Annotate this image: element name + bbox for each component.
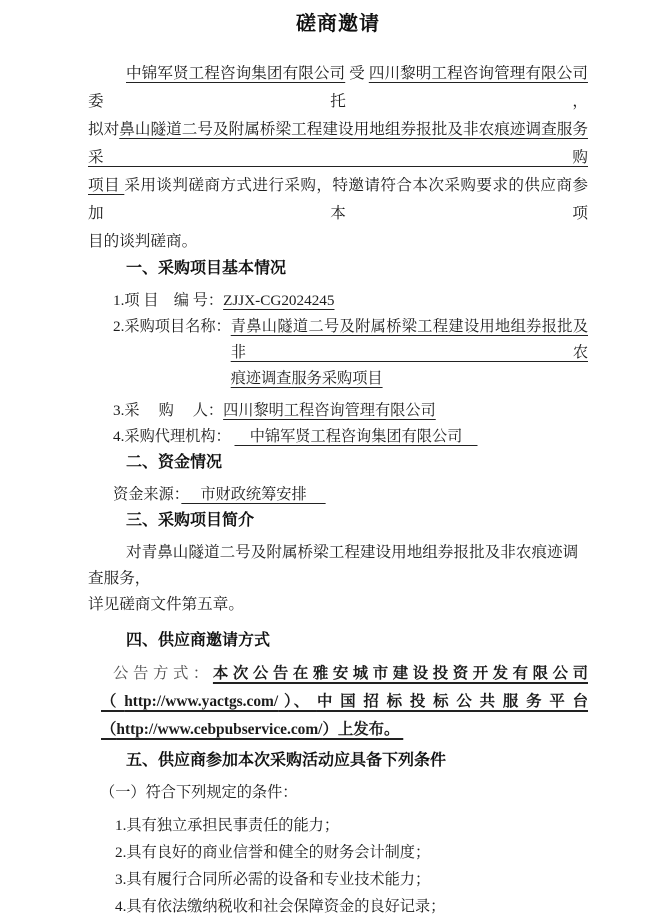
announcement-block [88,660,588,744]
section1-heading: 一、采购项目基本情况 [126,260,287,277]
project-name-value-line1: 青鼻山隧道二号及附属桥梁工程建设用地组券报批及非农 [230,318,588,361]
section3-heading: 三、采购项目简介 [126,512,255,529]
section4-heading: 四、供应商邀请方式 [126,632,271,649]
purchaser-label: 3.采 购 人： [113,402,224,419]
project-number-row [88,288,588,314]
project-name-row [88,314,588,392]
conditions-subheading: （一）符合下列规定的条件： [100,784,298,801]
project-name-value-line2: 痕迹调查服务采购项目 [230,370,383,387]
intro-line-2 [88,116,588,172]
intro-line1-tail: 委托， [88,93,588,110]
project-name-label: 2.采购项目名称： [113,318,231,335]
conditions-list [88,812,588,920]
announce-platform: 中 国 招 标 投 标 公 共 服 务 平 台 [316,693,589,710]
purchaser-name: 四川黎明工程咨询管理有限公司 [368,65,588,82]
project-number-label: 1.项 目 编 号： [113,292,224,309]
funding-value: 市财政统筹安排 [181,486,326,503]
intro-line-4: 目的谈判磋商。 [88,233,198,250]
intro-mid-text: 受 [345,65,369,82]
agent-row [88,424,588,450]
intro-line3-tail: 采用谈判磋商方式进行采购，特邀请符合本次采购要求的供应商参加本项 [88,177,588,222]
purchaser-row [88,398,588,424]
project-brief-paragraph [88,540,588,618]
agent-value: 中锦军贤工程咨询集团有限公司 [234,428,478,445]
announce-publisher: 本 次 公 告 在 雅 安 城 市 建 设 投 资 开 发 有 限 公 司 [212,665,588,682]
intro-paragraph [88,60,588,256]
funding-label: 资金来源： [113,486,182,503]
open-paren: （ [101,693,125,710]
open-paren-2: （ [101,721,117,738]
purchaser-value: 四川黎明工程咨询管理有限公司 [223,402,436,419]
project-name-value [231,314,588,392]
project-brief-line2: 详见磋商文件第五章。 [88,596,244,613]
project-name-underlined-cont: 项目 [88,177,125,194]
doc-title: 磋商邀请 [296,13,380,35]
project-brief-line1: 对青鼻山隧道二号及附属桥梁工程建设用地组券报批及非农痕迹调查服务， [88,544,579,587]
section2-heading: 二、资金情况 [126,454,223,471]
intro-line2-prefix: 拟对 [88,121,120,138]
close-paren: ）、 [278,693,317,710]
announcement-line-1 [113,660,588,688]
funding-row [88,482,588,508]
agent-label: 4.采购代理机构： [113,428,235,445]
announce-method-label: 公 告 方 式 ： [113,665,213,682]
project-name-underlined: 鼻山隧道二号及附属桥梁工程建设用地组券报批及非农痕迹调查服务采购 [88,121,588,166]
announcement-line-2 [101,688,588,716]
announcement-line-3 [101,716,588,744]
condition-item: 1.具有独立承担民事责任的能力； [115,817,340,834]
condition-item: 4.具有依法缴纳税收和社会保障资金的良好记录； [115,898,446,915]
condition-item: 2.具有良好的商业信誉和健全的财务会计制度； [115,844,431,861]
section5-heading: 五、供应商参加本次采购活动应具备下列条件 [126,752,447,769]
project-number-value: ZJJX-CG2024245 [223,292,335,309]
condition-item: 3.具有履行合同所必需的设备和专业技术能力； [115,871,431,888]
intro-line-3 [88,172,588,228]
announce-tail: ）上发布。 [322,721,404,738]
intro-line-1 [88,60,588,116]
yactgs-url[interactable]: http://www.yactgs.com/ [124,693,279,710]
agency-name: 中锦军贤工程咨询集团有限公司 [126,65,346,82]
cebpubservice-url[interactable]: http://www.cebpubservice.com/ [116,721,323,738]
